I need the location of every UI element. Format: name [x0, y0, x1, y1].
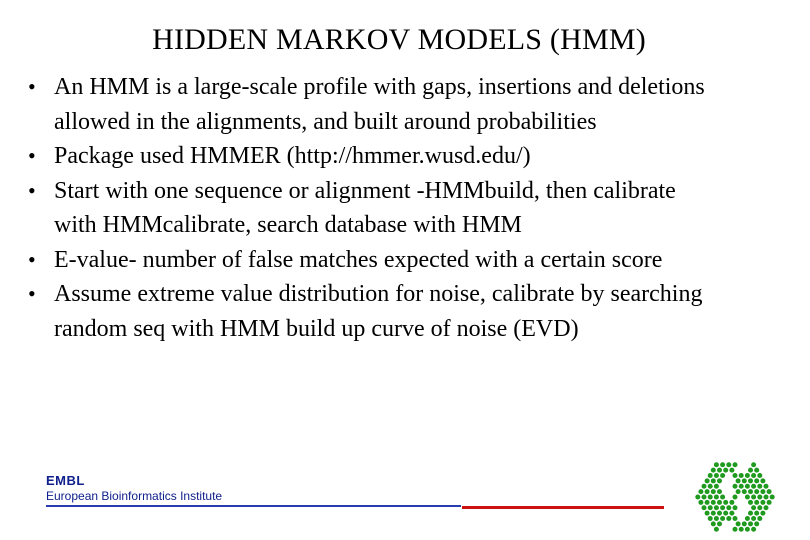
emblem-dot — [708, 473, 713, 478]
emblem-dot — [733, 527, 738, 532]
bullet-dot-icon: • — [28, 281, 36, 306]
emblem-dot — [736, 521, 741, 526]
emblem-dot — [720, 495, 725, 500]
emblem-dot — [717, 521, 722, 526]
emblem-dot — [757, 516, 762, 521]
bullet-item — [22, 70, 722, 139]
bullet-item — [22, 174, 722, 243]
footer-red-rule — [462, 506, 664, 509]
emblem-dot — [748, 511, 753, 516]
bullet-list — [22, 70, 722, 346]
emblem-dot — [702, 484, 707, 489]
emblem-dot — [723, 468, 728, 473]
emblem-dot — [702, 505, 707, 510]
bullet-text: Package used HMMER (http://hmmer.wusd.edu/) — [54, 143, 531, 169]
emblem-dot — [698, 500, 703, 505]
emblem-dot — [754, 478, 759, 483]
emblem-dot — [717, 478, 722, 483]
emblem-dot — [757, 495, 762, 500]
ebi-hexagon-dna-logo-icon — [694, 456, 776, 538]
emblem-dot — [711, 478, 716, 483]
emblem-dot — [723, 511, 728, 516]
emblem-dot — [726, 462, 731, 467]
emblem-dot — [748, 521, 753, 526]
emblem-dot — [754, 511, 759, 516]
emblem-dot — [760, 511, 765, 516]
bullet-item — [22, 277, 722, 346]
emblem-dot — [711, 500, 716, 505]
emblem-dot — [708, 505, 713, 510]
emblem-dot — [736, 489, 741, 494]
emblem-dot — [760, 500, 765, 505]
emblem-dot — [754, 521, 759, 526]
bullet-dot-icon: • — [28, 177, 36, 203]
emblem-dot — [729, 468, 734, 473]
emblem-dot — [751, 527, 756, 532]
emblem-dot — [751, 462, 756, 467]
bullet-item — [22, 139, 722, 174]
emblem-dot — [757, 473, 762, 478]
emblem-dot — [711, 489, 716, 494]
footer-blue-rule — [46, 505, 461, 507]
ebi-label: European Bioinformatics Institute — [46, 489, 223, 503]
emblem-dot — [705, 489, 710, 494]
emblem-dot — [733, 484, 738, 489]
emblem-dot — [751, 495, 756, 500]
emblem-dot — [739, 473, 744, 478]
embl-ebi-wordmark — [46, 473, 222, 503]
emblem-dot — [764, 505, 769, 510]
emblem-dot — [717, 489, 722, 494]
bullet-item — [22, 243, 722, 278]
emblem-dot — [764, 495, 769, 500]
bullet-text: An HMM is a large-scale profile with gaps, insertions and deletions allowed in the alignments, and built around probabilities — [54, 74, 705, 135]
emblem-dot — [714, 516, 719, 521]
embl-label: EMBL — [46, 473, 85, 488]
bullet-dot-icon: • — [28, 246, 36, 272]
emblem-dot — [714, 462, 719, 467]
slide-title: HIDDEN MARKOV MODELS (HMM) — [152, 23, 646, 56]
emblem-dot — [745, 484, 750, 489]
emblem-dot — [757, 505, 762, 510]
emblem-dot — [745, 473, 750, 478]
emblem-dot — [751, 484, 756, 489]
emblem-dot — [754, 500, 759, 505]
emblem-dot — [745, 527, 750, 532]
emblem-dot — [767, 500, 772, 505]
emblem-dot — [748, 478, 753, 483]
emblem-dot — [733, 495, 738, 500]
emblem-dot — [770, 495, 775, 500]
emblem-dot — [705, 478, 710, 483]
emblem-dot — [748, 468, 753, 473]
emblem-dot — [714, 505, 719, 510]
emblem-dot — [726, 516, 731, 521]
emblem-dot — [760, 478, 765, 483]
emblem-dot — [764, 484, 769, 489]
bullet-text: Assume extreme value distribution for noise, calibrate by searching random seq with HMM build up curve of noise (EVD) — [54, 281, 703, 342]
emblem-dot — [754, 489, 759, 494]
bullet-dot-icon: • — [28, 74, 36, 99]
emblem-dot — [742, 521, 747, 526]
emblem-dot — [695, 495, 700, 500]
emblem-dot — [711, 468, 716, 473]
emblem-dot — [705, 500, 710, 505]
emblem-dot — [745, 516, 750, 521]
emblem-dot — [714, 484, 719, 489]
emblem-dot — [708, 516, 713, 521]
emblem-dot — [751, 505, 756, 510]
emblem-dot — [748, 489, 753, 494]
emblem-dot — [720, 516, 725, 521]
emblem-dot — [733, 462, 738, 467]
bullet-text: Start with one sequence or alignment -HMMbuild, then calibrate with HMMcalibrate, search database with HMM — [54, 177, 676, 238]
emblem-dot — [767, 489, 772, 494]
emblem-dot — [717, 511, 722, 516]
emblem-dot — [723, 500, 728, 505]
emblem-dot — [729, 511, 734, 516]
emblem-dot — [760, 489, 765, 494]
emblem-dot — [708, 495, 713, 500]
emblem-dot — [711, 511, 716, 516]
emblem-dot — [742, 478, 747, 483]
emblem-dot — [714, 473, 719, 478]
emblem-dot — [702, 495, 707, 500]
emblem-dot — [754, 468, 759, 473]
emblem-dot — [714, 527, 719, 532]
emblem-dot — [729, 500, 734, 505]
emblem-dot — [739, 527, 744, 532]
emblem-dot — [698, 489, 703, 494]
emblem-dot — [733, 473, 738, 478]
emblem-dot — [717, 500, 722, 505]
emblem-dot — [720, 473, 725, 478]
emblem-dot — [720, 462, 725, 467]
emblem-dot — [751, 516, 756, 521]
emblem-dot — [705, 511, 710, 516]
emblem-dot — [733, 505, 738, 510]
emblem-dot — [720, 505, 725, 510]
emblem-dot — [748, 500, 753, 505]
emblem-dot — [751, 473, 756, 478]
emblem-dot — [717, 468, 722, 473]
emblem-dot — [733, 516, 738, 521]
emblem-dot — [742, 489, 747, 494]
emblem-dot — [708, 484, 713, 489]
emblem-dot — [736, 478, 741, 483]
emblem-dot — [745, 495, 750, 500]
bullet-text: E-value- number of false matches expected with a certain score — [54, 246, 663, 273]
emblem-dot — [714, 495, 719, 500]
emblem-dot — [711, 521, 716, 526]
emblem-dot — [726, 505, 731, 510]
emblem-dot — [739, 484, 744, 489]
bullet-dot-icon: • — [28, 143, 36, 168]
emblem-dot — [757, 484, 762, 489]
